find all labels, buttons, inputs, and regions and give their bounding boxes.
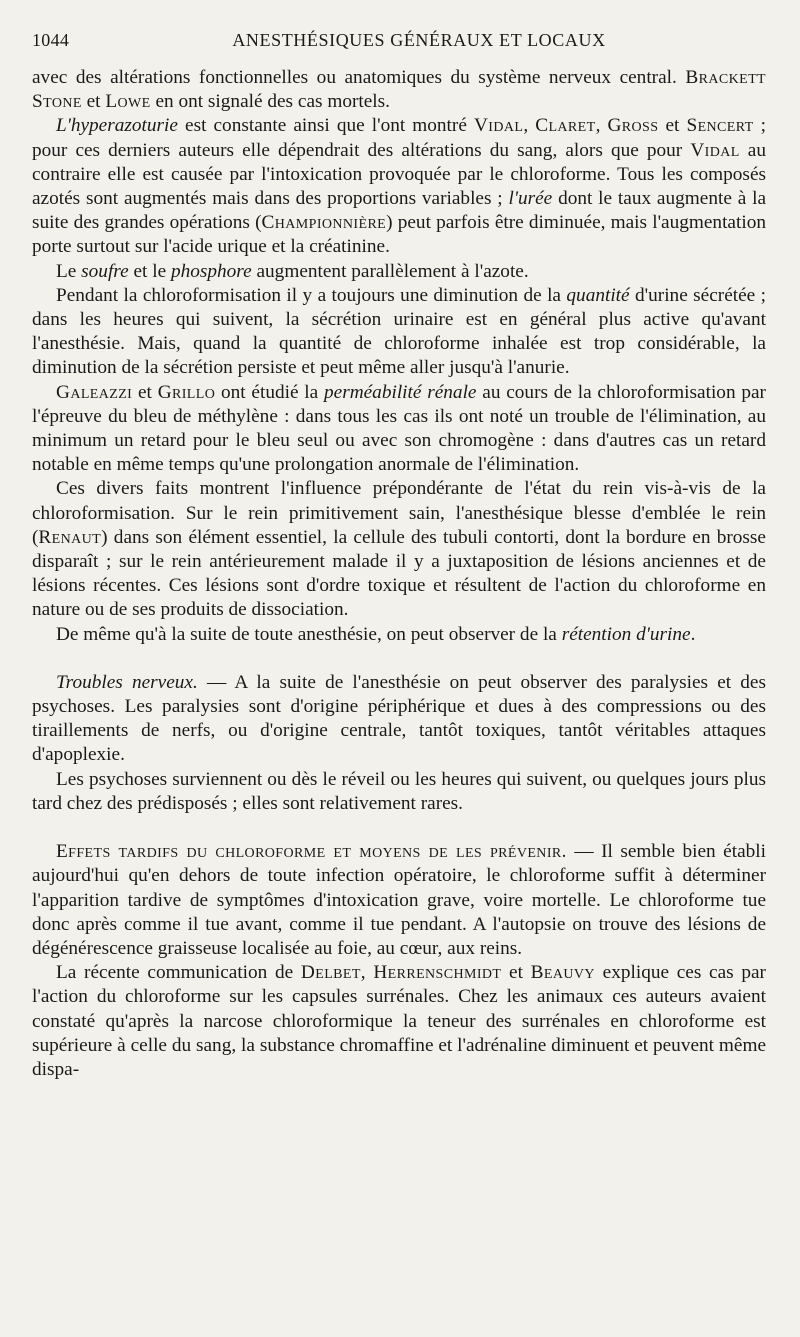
author-name: Delbet [300, 962, 361, 984]
emphasis-text: phosphore [170, 260, 252, 282]
author-name: Gross [607, 115, 659, 137]
emphasis-text: quantité [566, 284, 630, 306]
text-run: , [523, 115, 536, 137]
text-run: Pendant la chloroformisation il y a toujours une diminution de la [56, 284, 567, 306]
author-name: Championnière [261, 212, 387, 234]
emphasis-text: perméabilité rénale [324, 381, 477, 403]
text-run: De même qu'à la suite de toute anesthésie, on peut observer de la [56, 623, 562, 645]
text-run: — A la suite de l'anesthésie on peut observer des paralysies et des psychoses. Les paralysies sont d'origine périphérique et dues à des compressions ou des tiraillements de nerfs, ou d'origine centrale, tantôt toxiques, tantôt véritables attaques d'apoplexie. [32, 671, 766, 766]
text-run: ) dans son élément essentiel, la cellule des tubuli contorti, dont la bordure en brosse disparaît ; sur le rein antérieurement malade il y a juxtaposition de lésions anciennes et de lésions récentes. Ces lésions sont d'ordre toxique et résultent de l'action du chloroforme en nature ou de ses produits de dissociation. [32, 526, 766, 621]
text-run: ) peut parfois être diminuée, mais l'augmentation porte surtout sur l'acide urique et la créatinine. [32, 212, 766, 258]
text-run: et [81, 91, 106, 113]
text-run: explique ces cas par l'action du chloroforme sur les capsules surrénales. Chez les animaux ces auteurs avaient constaté qu'après la narcose chloroformique la teneur des surrénales en chloroforme est supérieure à celle du sang, la substance chromaffine et l'adrénaline diminuent et peuvent même dispa- [32, 962, 766, 1080]
paragraph [32, 114, 766, 259]
emphasis-text: Troubles nerveux. [56, 671, 198, 693]
author-name: Galeazzi [56, 381, 133, 403]
running-title: ANESTHÉSIQUES GÉNÉRAUX ET LOCAUX [232, 30, 606, 50]
paragraph [32, 623, 766, 647]
paragraph [32, 260, 766, 284]
text-run: et [658, 115, 687, 137]
author-name: Grillo [157, 381, 216, 403]
paragraph [32, 768, 766, 816]
paragraph [32, 840, 766, 961]
text-run: et le [128, 260, 171, 282]
section-gap [32, 816, 766, 840]
text-run: ont étudié la [215, 381, 324, 403]
text-run: ; pour ces derniers auteurs elle dépendrait des altérations du sang, alors que pour [32, 115, 767, 161]
author-name: Renaut [38, 526, 102, 548]
paragraph [32, 961, 766, 1082]
paragraph [32, 284, 766, 381]
author-name: Beauvy [530, 962, 595, 984]
emphasis-text: L'hyperazoturie [56, 115, 178, 137]
text-run: est constante ainsi que l'ont montré [177, 115, 474, 137]
text-run: au contraire elle est causée par l'intoxication provoquée par le chloroforme. Tous les composés azotés sont augmentés mais dans des proportions variables ; [32, 139, 766, 210]
section-gap [32, 647, 766, 671]
paragraph [32, 381, 766, 478]
author-name: Lowe [105, 91, 151, 113]
text-run: et [501, 962, 531, 984]
text-run: dont le taux augmente à la suite des grandes opérations ( [32, 188, 766, 234]
text-run: . [690, 623, 696, 645]
emphasis-text: l'urée [508, 188, 553, 210]
paragraph [32, 671, 766, 768]
text-run: d'urine sécrétée ; dans les heures qui suivent, la sécrétion urinaire est en général plus active qu'avant l'anesthésie. Mais, quand la quantité de chloroforme inhalée est trop considérable, la diminution de la sécrétion persiste et peut même aller jusqu'à l'anurie. [32, 284, 767, 379]
text-run: Le [56, 260, 82, 282]
text-run: — Il semble bien établi aujourd'hui qu'en dehors de toute infection opératoire, le chloroforme suffit à déterminer l'apparition tardive de symptômes d'intoxication grave, voire mortelle. Le chloroforme tue donc après comme il tue avant, comme il tue pendant. A l'autopsie on trouve des lésions de dégénérescence graisseuse localisée au foie, au cœur, aux reins. [32, 841, 766, 959]
text-run: au cours de la chloroformisation par l'épreuve du bleu de méthylène : dans tous les cas ils ont noté un trouble de l'élimination, au minimum un retard pour le bleu seul ou avec son chromogène : dans d'autres cas un retard notable en même temps qu'une prolongation anormale de l'élimination. [32, 381, 766, 476]
text-run: et [132, 381, 158, 403]
text-run: La récente communication de [56, 962, 301, 984]
running-header [32, 26, 766, 66]
page-number: 1044 [32, 30, 70, 50]
author-name: Brackett Stone [32, 67, 766, 113]
text-run: Ces divers faits montrent l'influence prépondérante de l'état du rein vis-à-vis de la chloroformisation. Sur le rein primitivement sain, l'anesthésique blesse d'emblée le rein ( [32, 478, 766, 548]
text-run: Les psychoses surviennent ou dès le réveil ou les heures qui suivent, ou quelques jours plus tard chez des prédisposés ; elles sont relativement rares. [32, 768, 766, 814]
author-name: Claret [535, 115, 596, 137]
emphasis-text: rétention d'urine [561, 623, 691, 645]
text-run: , [360, 962, 374, 984]
emphasis-text: soufre [81, 260, 129, 282]
author-name: Herrenschmidt [373, 962, 502, 984]
text-run: augmentent parallèlement à l'azote. [251, 260, 529, 282]
author-name: Vidal [690, 139, 740, 161]
text-run: , [595, 115, 608, 137]
author-name: Effets tardifs du chloroforme et moyens de les prévenir. [56, 841, 567, 863]
text-run: en ont signalé des cas mortels. [150, 91, 390, 113]
text-run: avec des altérations fonctionnelles ou anatomiques du système nerveux central. [32, 67, 686, 88]
paragraph [32, 477, 766, 622]
body-text [32, 66, 766, 1082]
paragraph [32, 66, 766, 114]
author-name: Vidal [473, 115, 524, 137]
author-name: Sencert [686, 115, 754, 137]
